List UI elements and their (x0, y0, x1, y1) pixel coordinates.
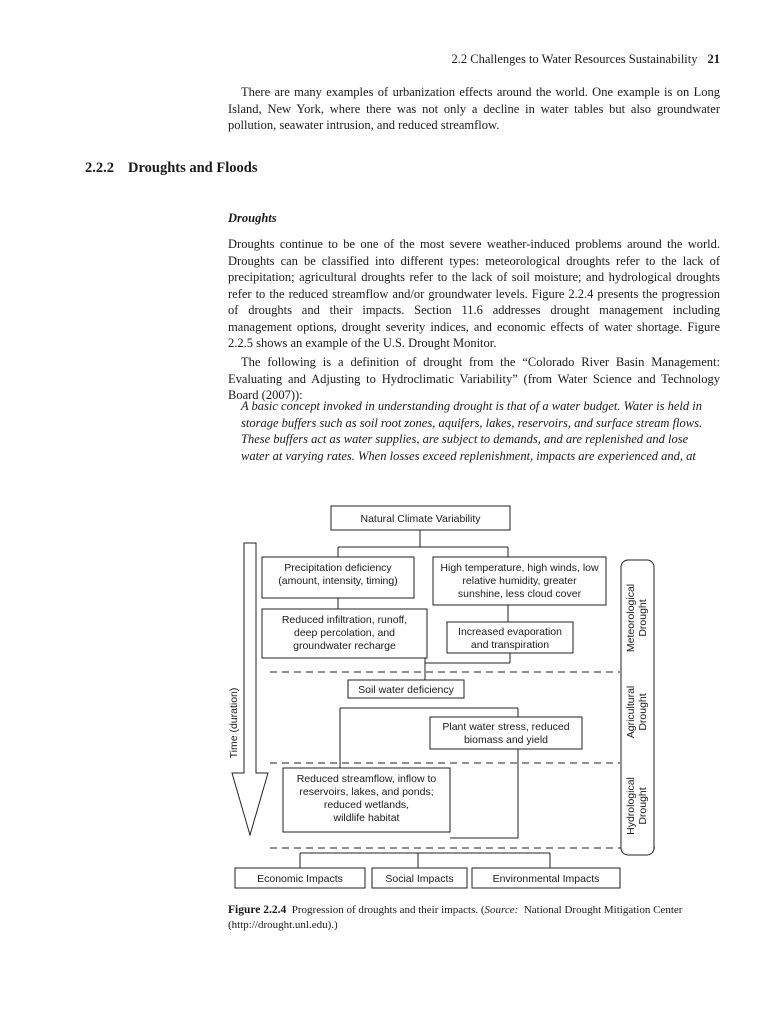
box-label: groundwater recharge (293, 640, 396, 652)
block-quote: A basic concept invoked in understanding drought is that of a water budget. Water is held in storage buffers such as soil root zones, aquifers, lakes, reservoirs, and surface stream flows. These buffers act as water supplies, are subject to demands, and are replenished and lose water at varying rates. When losses exceed replenishment, impacts are experienced and, at (241, 399, 703, 463)
drought-type-label-hydrological: Drought (637, 787, 649, 825)
caption-source: National Drought Mitigation Center (523, 904, 683, 916)
box-label: Reduced streamflow, inflow to (296, 773, 437, 785)
body-paragraph-1: Droughts continue to be one of the most severe weather-induced problems around the world. Droughts can be classified into different types: meteorological droughts refer to the lack of precipitation; agricultural droughts refer to the lack of soil moisture; and hydrological droughts refer to the reduced streamflow and/or groundwater levels. Figure 2.2.4 presents the progression of droughts and their impacts. Section 11.6 addresses drought management including management options, drought severity indices, and economic effects of water shortage. Figure 2.2.5 shows an example of the U.S. Drought Monitor. (228, 237, 720, 350)
box-label: Environmental Impacts (492, 873, 600, 885)
box-label: relative humidity, greater (462, 575, 577, 587)
box-soil-water-deficiency (348, 680, 464, 698)
section-number: 2.2.2 (85, 160, 114, 176)
box-label: Plant water stress, reduced (442, 721, 570, 733)
body-paragraph-2: The following is a definition of drought from the “Colorado River Basin Management: Evaluating and Adjusting to Hydroclimatic Variability” (from Water Science and Technology Board (2007)): (228, 355, 720, 402)
box-label: (amount, intensity, timing) (278, 575, 398, 587)
drought-type-label-agricultural: Drought (637, 693, 649, 731)
figure-caption: Figure 2.2.4 Progression of droughts and their impacts. (Source: National Drought Mitigation Center (http://drought.unl.edu).) (228, 904, 683, 931)
box-reduced-streamflow (283, 768, 450, 832)
drought-type-label-meteorological: Meteorological (625, 583, 637, 653)
box-social-impacts (372, 868, 467, 888)
drought-progression-diagram (0, 490, 768, 900)
box-reduced-infiltration (262, 609, 427, 658)
caption-text: Progression of droughts and their impacts. (291, 904, 479, 916)
box-label: reduced wetlands, (323, 799, 410, 811)
running-head (420, 52, 720, 67)
box-economic-impacts (235, 868, 365, 888)
box-environmental-impacts (472, 868, 620, 888)
box-label: Economic Impacts (257, 873, 343, 885)
box-label: Increased evaporation (458, 626, 562, 638)
drought-type-label-agricultural: Agricultural (625, 685, 637, 739)
box-label: wildlife habitat (333, 812, 400, 824)
drought-type-label-hydrological: Hydrological (625, 777, 637, 835)
caption-url: (http://drought.unl.edu).) (228, 919, 338, 931)
box-label: Natural Climate Variability (360, 513, 481, 525)
box-natural-climate-variability (331, 506, 510, 530)
box-plant-water-stress (430, 717, 582, 749)
caption-source-label: Source: (484, 904, 519, 916)
box-increased-evaporation (447, 622, 573, 653)
box-label: and transpiration (470, 639, 550, 651)
box-high-temperature (433, 557, 606, 605)
box-label: Reduced infiltration, runoff, (281, 614, 408, 626)
section-title: Droughts and Floods (128, 160, 258, 176)
box-label: biomass and yield (463, 734, 549, 746)
page-number: 21 (707, 52, 720, 66)
running-title: 2.2 Challenges to Water Resources Sustainability (451, 52, 698, 66)
figure-label: Figure 2.2.4 (228, 904, 287, 916)
box-label: Social Impacts (385, 873, 454, 885)
intro-paragraph: There are many examples of urbanization effects around the world. One example is on Long Island, New York, where there was not only a decline in water tables but also groundwater pollution, seawater intrusion, and reduced streamflow. (228, 85, 720, 132)
box-label: Soil water deficiency (358, 684, 454, 696)
box-label: reservoirs, lakes, and ponds; (299, 786, 434, 798)
time-axis-label: Time (duration) (228, 687, 240, 759)
box-label: Precipitation deficiency (284, 562, 392, 574)
subsection-title: Droughts (228, 211, 277, 225)
box-label: High temperature, high winds, low (440, 562, 599, 574)
section-heading (85, 160, 257, 177)
box-label: sunshine, less cloud cover (457, 588, 582, 600)
box-label: deep percolation, and (294, 627, 395, 639)
box-precipitation-deficiency (262, 557, 414, 598)
drought-type-label-meteorological: Drought (637, 599, 649, 637)
